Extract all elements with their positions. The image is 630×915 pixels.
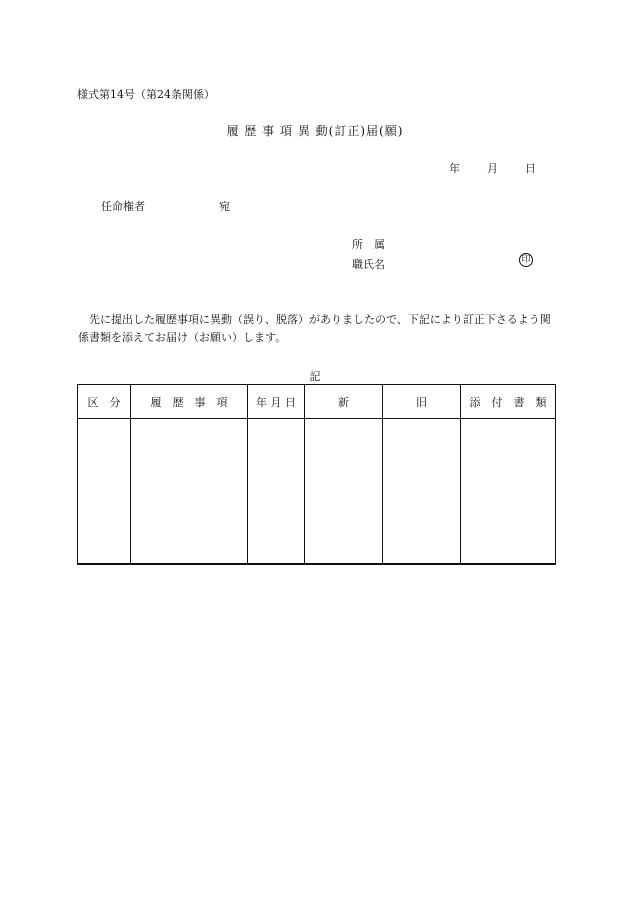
date-row: [449, 160, 536, 176]
date-year-label: 年: [449, 162, 460, 175]
history-table: [77, 384, 556, 565]
column-header-category: 区 分: [78, 385, 131, 419]
table-header-row: [78, 385, 556, 419]
cell-category[interactable]: [78, 419, 131, 565]
body-text: 先に提出した履歴事項に異動（誤り、脱落）がありましたので、下記により訂正下さるよう関係書類を添えてお届け（お願い）します。: [78, 313, 551, 344]
form-number: 様式第14号（第24条関係）: [77, 88, 215, 101]
date-month-label: 月: [487, 162, 498, 175]
cell-old[interactable]: [383, 419, 461, 565]
column-header-new: 新: [305, 385, 383, 419]
seal-mark-icon: 印: [519, 253, 533, 267]
addressee-role: 任命権者: [101, 200, 145, 213]
cell-attachments[interactable]: [461, 419, 556, 565]
document-title: 履 歴 事 項 異 動(訂正)届(願): [226, 124, 404, 138]
column-header-date: 年 月 日: [248, 385, 305, 419]
column-header-old: 旧: [383, 385, 461, 419]
column-header-attachments: 添 付 書 類: [461, 385, 556, 419]
record-label: 記: [309, 370, 321, 383]
column-header-history-item: 履 歴 事 項: [131, 385, 248, 419]
table-row: [78, 419, 556, 565]
affiliation-label: 所 属: [352, 238, 385, 251]
cell-date[interactable]: [248, 419, 305, 565]
addressee-suffix: 宛: [219, 200, 230, 213]
date-day-label: 日: [525, 162, 536, 175]
addressee-line: [101, 198, 230, 214]
cell-new[interactable]: [305, 419, 383, 565]
name-label: 職氏名: [352, 258, 385, 271]
table-bottom-rule: [77, 563, 556, 565]
cell-history-item[interactable]: [131, 419, 248, 565]
